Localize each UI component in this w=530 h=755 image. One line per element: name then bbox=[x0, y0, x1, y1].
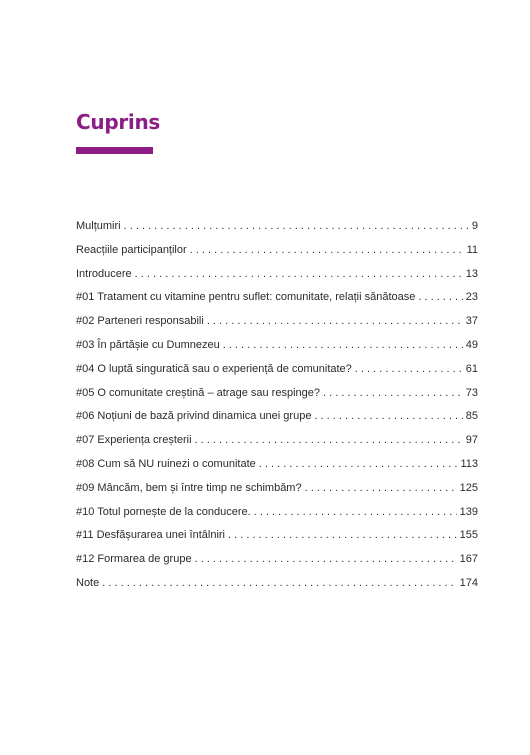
toc-entry bbox=[76, 456, 478, 480]
dot-leader bbox=[190, 242, 464, 258]
toc-entry-label: Introducere bbox=[76, 267, 132, 280]
toc-entry bbox=[76, 337, 478, 361]
toc-entry-page: 97 bbox=[465, 434, 478, 447]
toc-entry-page: 9 bbox=[471, 220, 478, 232]
toc-entry-label: #05 O comunitate creștină – atrage sau respinge? bbox=[76, 386, 320, 399]
dot-leader bbox=[195, 551, 457, 567]
dot-leader bbox=[254, 504, 457, 520]
toc-entry-page: 37 bbox=[465, 315, 478, 328]
toc-entry bbox=[76, 242, 478, 266]
dot-leader bbox=[305, 480, 457, 496]
toc-entry-page: 49 bbox=[465, 338, 478, 351]
toc-entry-label: #09 Mâncăm, bem și între timp ne schimbăm? bbox=[76, 481, 302, 494]
dot-leader bbox=[314, 408, 462, 424]
dot-leader bbox=[102, 575, 456, 591]
toc-entry-page: 174 bbox=[459, 576, 478, 589]
toc-entry-page: 113 bbox=[460, 457, 478, 470]
toc-entry-page: 11 bbox=[466, 243, 478, 256]
toc-entry-label: #11 Desfășurarea unei întâlniri bbox=[76, 529, 225, 542]
toc-entry bbox=[76, 218, 478, 242]
table-of-contents bbox=[76, 218, 478, 599]
dot-leader bbox=[323, 385, 463, 401]
toc-entry bbox=[76, 361, 478, 385]
toc-entry-label: #10 Totul pornește de la conducere. bbox=[76, 505, 251, 518]
toc-entry-label: #02 Parteneri responsabili bbox=[76, 315, 204, 328]
toc-entry-label: #12 Formarea de grupe bbox=[76, 553, 192, 566]
toc-entry bbox=[76, 266, 478, 290]
toc-entry-page: 139 bbox=[459, 505, 478, 518]
toc-entry bbox=[76, 527, 478, 551]
toc-entry-page: 85 bbox=[465, 410, 478, 423]
dot-leader bbox=[195, 432, 463, 448]
toc-entry-page: 13 bbox=[465, 267, 478, 280]
toc-entry-page: 73 bbox=[465, 386, 478, 399]
toc-entry-page: 155 bbox=[459, 529, 478, 542]
toc-entry bbox=[76, 480, 478, 504]
toc-entry-label: #01 Tratament cu vitamine pentru suflet: comunitate, relații sănătoase bbox=[76, 291, 416, 304]
toc-entry-page: 125 bbox=[459, 481, 478, 494]
toc-entry-page: 61 bbox=[465, 362, 478, 375]
dot-leader bbox=[207, 313, 463, 329]
toc-entry bbox=[76, 551, 478, 575]
toc-entry bbox=[76, 313, 478, 337]
toc-entry-label: Note bbox=[76, 576, 100, 589]
dot-leader bbox=[228, 527, 457, 543]
toc-entry-label: Reacțiile participanților bbox=[76, 243, 187, 256]
toc-entry-label: #08 Cum să NU ruinezi o comunitate bbox=[76, 457, 256, 470]
dot-leader bbox=[355, 361, 463, 377]
toc-entry bbox=[76, 504, 478, 528]
dot-leader bbox=[223, 337, 463, 353]
dot-leader bbox=[259, 456, 458, 472]
title-underline-bar bbox=[76, 147, 153, 154]
toc-entry bbox=[76, 432, 478, 456]
dot-leader bbox=[418, 289, 462, 305]
toc-entry bbox=[76, 385, 478, 409]
page-title: Cuprins bbox=[76, 110, 160, 134]
toc-entry bbox=[76, 408, 478, 432]
toc-entry-label: Mulțumiri bbox=[76, 220, 121, 232]
toc-entry-page: 167 bbox=[459, 553, 478, 566]
dot-leader bbox=[124, 218, 469, 234]
toc-entry bbox=[76, 289, 478, 313]
toc-entry bbox=[76, 575, 478, 599]
toc-entry-label: #04 O luptă singuratică sau o experiență de comunitate? bbox=[76, 362, 352, 375]
toc-entry-page: 23 bbox=[465, 291, 478, 304]
toc-entry-label: #06 Noțiuni de bază privind dinamica unei grupe bbox=[76, 410, 312, 423]
toc-entry-label: #03 În părtășie cu Dumnezeu bbox=[76, 338, 220, 351]
toc-entry-label: #07 Experiența creșterii bbox=[76, 434, 192, 447]
dot-leader bbox=[135, 266, 463, 282]
